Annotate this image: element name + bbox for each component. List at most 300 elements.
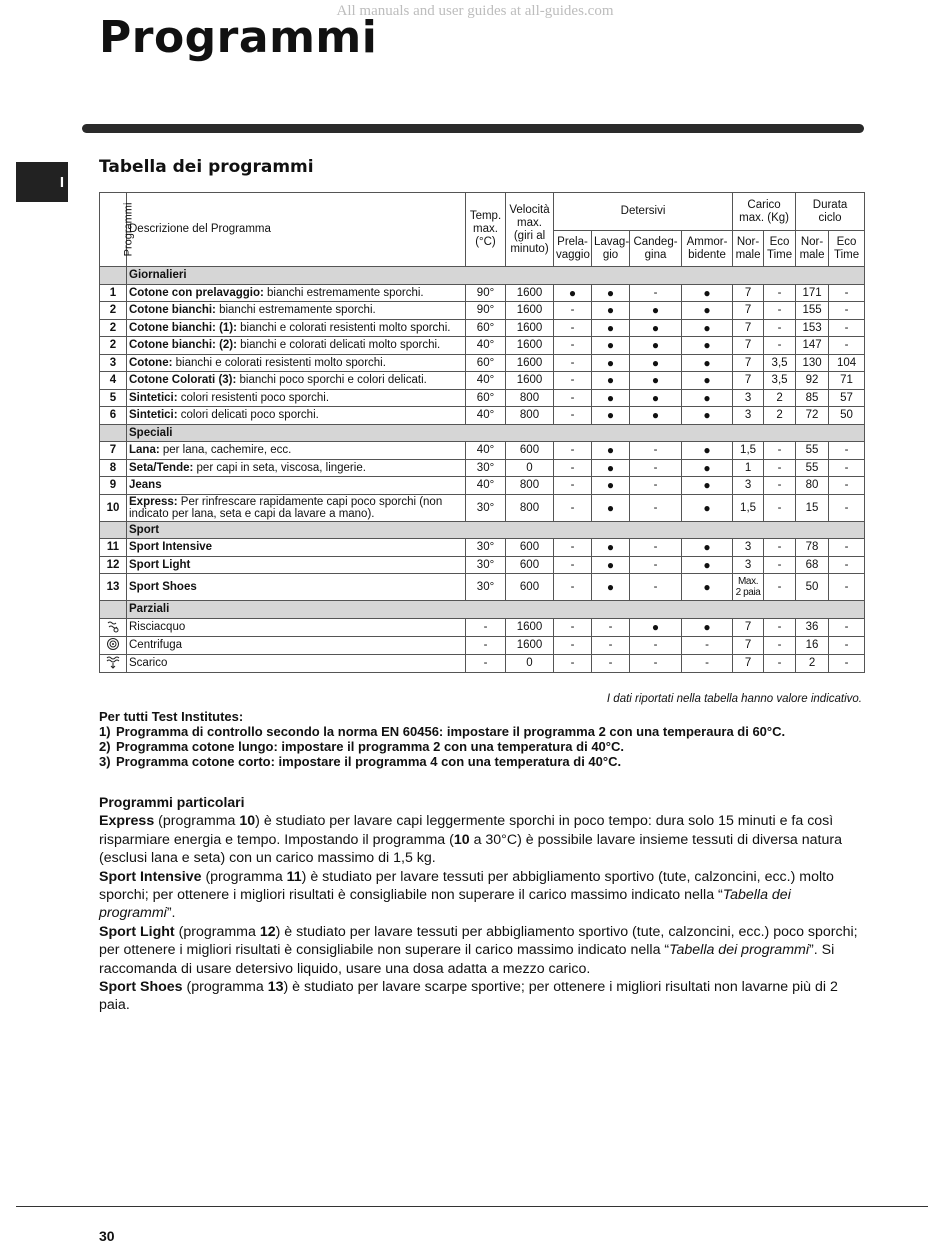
prelavaggio-cell: - xyxy=(554,407,592,425)
spin-icon xyxy=(100,636,127,654)
ammorbidente-cell: ● xyxy=(682,302,733,320)
ammorbidente-cell: ● xyxy=(682,618,733,636)
durata-normale-cell: 16 xyxy=(796,636,829,654)
ammorbidente-cell: ● xyxy=(682,389,733,407)
candeggina-cell: ● xyxy=(630,354,682,372)
carico-eco-cell: - xyxy=(764,636,796,654)
group-label: Parziali xyxy=(127,601,865,619)
test-item: 2) Programma cotone lungo: impostare il programma 2 con una temperatura di 40°C. xyxy=(99,739,624,754)
lavaggio-cell: ● xyxy=(592,539,630,557)
program-detail: per lana, cachemire, ecc. xyxy=(159,444,292,457)
table-row xyxy=(100,618,865,636)
speed-cell: 1600 xyxy=(506,354,554,372)
carico-eco-cell: - xyxy=(764,556,796,574)
speed-cell: 0 xyxy=(506,654,554,672)
durata-normale-cell: 78 xyxy=(796,539,829,557)
program-description xyxy=(127,389,466,407)
table-row xyxy=(100,494,865,521)
prelavaggio-cell: - xyxy=(554,539,592,557)
ammorbidente-cell: ● xyxy=(682,372,733,390)
special-heading: Programmi particolari xyxy=(99,794,245,810)
candeggina-cell: - xyxy=(630,459,682,477)
title-divider xyxy=(82,124,864,133)
carico-normale-cell: 1 xyxy=(733,459,764,477)
ammorbidente-cell: ● xyxy=(682,337,733,355)
table-row xyxy=(100,636,865,654)
carico-eco-cell: - xyxy=(764,302,796,320)
speed-cell: 600 xyxy=(506,556,554,574)
group-spacer xyxy=(100,601,127,619)
prelavaggio-cell: - xyxy=(554,337,592,355)
carico-eco-cell: 3,5 xyxy=(764,354,796,372)
speed-cell: 800 xyxy=(506,494,554,521)
program-number: 4 xyxy=(100,372,127,390)
header-durata-eco: Eco Time xyxy=(829,231,865,267)
program-number: 2 xyxy=(100,319,127,337)
durata-eco-cell: 57 xyxy=(829,389,865,407)
durata-eco-cell: - xyxy=(829,556,865,574)
table-row xyxy=(100,319,865,337)
carico-normale-cell: 3 xyxy=(733,477,764,495)
header-durata-normale: Nor- male xyxy=(796,231,829,267)
temp-cell: 40° xyxy=(466,337,506,355)
program-detail: Risciacquo xyxy=(129,621,186,633)
program-name: Express: xyxy=(129,495,178,508)
program-description xyxy=(127,654,466,672)
candeggina-cell: ● xyxy=(630,302,682,320)
carico-normale-cell: 3 xyxy=(733,407,764,425)
prelavaggio-cell: - xyxy=(554,354,592,372)
test-item: 1) Programma di controllo secondo la norma EN 60456: impostare il programma 2 con una temperaura di 60°C. xyxy=(99,724,786,739)
program-description xyxy=(127,556,466,574)
prelavaggio-cell: - xyxy=(554,372,592,390)
lavaggio-cell: ● xyxy=(592,354,630,372)
carico-eco-cell: - xyxy=(764,337,796,355)
carico-eco-cell: - xyxy=(764,618,796,636)
carico-normale-cell: 7 xyxy=(733,372,764,390)
temp-cell: - xyxy=(466,654,506,672)
test-institutes xyxy=(99,709,864,769)
header-programmi: Programmi xyxy=(100,193,127,267)
temp-cell: 30° xyxy=(466,574,506,601)
temp-cell: 30° xyxy=(466,459,506,477)
header-prelavaggio: Prela- vaggio xyxy=(554,231,592,267)
program-detail: colori resistenti poco sporchi. xyxy=(177,391,330,404)
durata-eco-cell: - xyxy=(829,654,865,672)
group-spacer xyxy=(100,521,127,539)
express-paragraph: Express (programma 10) è studiato per lavare capi leggermente sporchi in poco tempo: dura solo 15 minuti e fa così risparmiare energia e tempo. Impostando il programma (10 a 30°C) è possibile lavare insieme tessuti di diversa natura (esclusi lana e seta) con un carico massimo di 1,5 kg. xyxy=(99,813,842,867)
carico-eco-cell: 2 xyxy=(764,389,796,407)
light-paragraph: Sport Light (programma 12) è studiato per lavare tessuti per abbigliamento sportivo (tute, calzoncini, ecc.) poco sporchi; per ottenere i migliori risultati è consigliabile non superare il carico massimo indicato nella “Tabella dei programmi”. Si raccomanda di usare detersivo liquido, usare una dosa adatta a mezzo carico. xyxy=(99,923,858,977)
candeggina-cell: ● xyxy=(630,618,682,636)
durata-eco-cell: - xyxy=(829,337,865,355)
candeggina-cell: - xyxy=(630,574,682,601)
temp-cell: 40° xyxy=(466,407,506,425)
lavaggio-cell: ● xyxy=(592,442,630,460)
candeggina-cell: ● xyxy=(630,319,682,337)
carico-normale-cell: 7 xyxy=(733,302,764,320)
intensive-paragraph: Sport Intensive (programma 11) è studiato per lavare tessuti per abbigliamento sportivo (tute, calzoncini, ecc.) molto sporchi; per ottenere i migliori risultati è consigliabile non superare il carico massimo indicato nella “Tabella dei programmi”. xyxy=(99,868,834,922)
program-name: Seta/Tende: xyxy=(129,461,194,474)
program-description xyxy=(127,372,466,390)
header-carico: Carico max. (Kg) xyxy=(733,193,796,231)
table-row xyxy=(100,654,865,672)
lavaggio-cell: ● xyxy=(592,574,630,601)
group-row xyxy=(100,424,865,442)
group-row xyxy=(100,521,865,539)
program-number: 2 xyxy=(100,302,127,320)
program-name: Sintetici: xyxy=(129,391,178,404)
durata-normale-cell: 153 xyxy=(796,319,829,337)
temp-cell: 40° xyxy=(466,442,506,460)
header-carico-normale: Nor- male xyxy=(733,231,764,267)
program-detail: per capi in seta, viscosa, lingerie. xyxy=(193,461,366,474)
speed-cell: 1600 xyxy=(506,372,554,390)
candeggina-cell: - xyxy=(630,654,682,672)
candeggina-cell: - xyxy=(630,284,682,302)
program-description xyxy=(127,337,466,355)
prelavaggio-cell: - xyxy=(554,302,592,320)
table-row xyxy=(100,389,865,407)
prelavaggio-cell: - xyxy=(554,494,592,521)
program-number: 9 xyxy=(100,477,127,495)
program-detail: Scarico xyxy=(129,657,168,669)
speed-cell: 600 xyxy=(506,539,554,557)
footer-divider xyxy=(16,1206,928,1207)
carico-eco-cell: - xyxy=(764,319,796,337)
candeggina-cell: ● xyxy=(630,407,682,425)
candeggina-cell: - xyxy=(630,539,682,557)
candeggina-cell: - xyxy=(630,494,682,521)
durata-eco-cell: - xyxy=(829,618,865,636)
watermark: All manuals and user guides at all-guides.com xyxy=(336,3,614,19)
durata-eco-cell: - xyxy=(829,442,865,460)
speed-cell: 1600 xyxy=(506,337,554,355)
durata-normale-cell: 15 xyxy=(796,494,829,521)
rinse-icon xyxy=(100,618,127,636)
prelavaggio-cell: - xyxy=(554,389,592,407)
candeggina-cell: - xyxy=(630,477,682,495)
program-detail: bianchi e colorati delicati molto sporchi. xyxy=(236,339,441,352)
candeggina-cell: ● xyxy=(630,337,682,355)
program-number: 2 xyxy=(100,337,127,355)
program-number: 13 xyxy=(100,574,127,601)
durata-eco-cell: - xyxy=(829,636,865,654)
ammorbidente-cell: ● xyxy=(682,284,733,302)
prelavaggio-cell: - xyxy=(554,654,592,672)
drain-icon xyxy=(100,654,127,672)
durata-normale-cell: 130 xyxy=(796,354,829,372)
header-detersivi: Detersivi xyxy=(554,193,733,231)
carico-eco-cell: - xyxy=(764,539,796,557)
durata-eco-cell: 71 xyxy=(829,372,865,390)
language-tab: I xyxy=(16,162,68,202)
test-item: 3) Programma cotone corto: impostare il programma 4 con una temperatura di 40°C. xyxy=(99,754,622,769)
test-heading: Per tutti Test Institutes: xyxy=(99,709,244,724)
carico-normale-cell: 7 xyxy=(733,618,764,636)
header-durata: Durata ciclo xyxy=(796,193,865,231)
shoes-paragraph: Sport Shoes (programma 13) è studiato per lavare scarpe sportive; per ottenere i migliori risultati non lavarne più di 2 paia. xyxy=(99,979,838,1014)
carico-normale-cell: 3 xyxy=(733,539,764,557)
lavaggio-cell: ● xyxy=(592,459,630,477)
carico-eco-cell: - xyxy=(764,494,796,521)
speed-cell: 600 xyxy=(506,442,554,460)
group-spacer xyxy=(100,267,127,285)
program-number: 11 xyxy=(100,539,127,557)
program-name: Sintetici: xyxy=(129,409,178,422)
temp-cell: 90° xyxy=(466,284,506,302)
temp-cell: 60° xyxy=(466,389,506,407)
special-programs xyxy=(99,793,867,1015)
program-number: 6 xyxy=(100,407,127,425)
durata-normale-cell: 92 xyxy=(796,372,829,390)
table-row xyxy=(100,556,865,574)
lavaggio-cell: ● xyxy=(592,407,630,425)
program-description xyxy=(127,574,466,601)
program-description xyxy=(127,477,466,495)
durata-eco-cell: - xyxy=(829,477,865,495)
carico-eco-cell: 2 xyxy=(764,407,796,425)
table-note: I dati riportati nella tabella hanno valore indicativo. xyxy=(606,693,862,705)
lavaggio-cell: - xyxy=(592,618,630,636)
carico-eco-cell: - xyxy=(764,284,796,302)
page-title: Programmi xyxy=(99,12,378,63)
header-descrizione: Descrizione del Programma xyxy=(127,193,466,267)
candeggina-cell: ● xyxy=(630,389,682,407)
temp-cell: 90° xyxy=(466,302,506,320)
program-description xyxy=(127,494,466,521)
lavaggio-cell: ● xyxy=(592,494,630,521)
header-candeggina: Candeg- gina xyxy=(630,231,682,267)
group-label: Sport xyxy=(127,521,865,539)
ammorbidente-cell: ● xyxy=(682,407,733,425)
speed-cell: 800 xyxy=(506,407,554,425)
lavaggio-cell: - xyxy=(592,636,630,654)
program-name: Lana: xyxy=(129,444,160,457)
durata-eco-cell: - xyxy=(829,284,865,302)
program-description xyxy=(127,284,466,302)
program-description xyxy=(127,319,466,337)
prelavaggio-cell: ● xyxy=(554,284,592,302)
table-row xyxy=(100,539,865,557)
carico-normale-cell: 7 xyxy=(733,354,764,372)
program-name: Cotone con prelavaggio: xyxy=(129,286,264,299)
lavaggio-cell: - xyxy=(592,654,630,672)
group-label: Speciali xyxy=(127,424,865,442)
durata-eco-cell: 104 xyxy=(829,354,865,372)
temp-cell: - xyxy=(466,618,506,636)
candeggina-cell: ● xyxy=(630,372,682,390)
program-description xyxy=(127,459,466,477)
carico-normale-cell: 7 xyxy=(733,337,764,355)
durata-normale-cell: 72 xyxy=(796,407,829,425)
speed-cell: 800 xyxy=(506,389,554,407)
program-description xyxy=(127,539,466,557)
group-label: Giornalieri xyxy=(127,267,865,285)
lavaggio-cell: ● xyxy=(592,372,630,390)
header-velocita: Velocità max. (giri al minuto) xyxy=(506,193,554,267)
durata-eco-cell: - xyxy=(829,574,865,601)
program-number: 1 xyxy=(100,284,127,302)
programs-table xyxy=(99,192,865,673)
program-name: Cotone Colorati (3): xyxy=(129,374,237,387)
temp-cell: 30° xyxy=(466,539,506,557)
speed-cell: 1600 xyxy=(506,302,554,320)
carico-normale-cell: 7 xyxy=(733,636,764,654)
table-row xyxy=(100,354,865,372)
header-lavaggio: Lavag- gio xyxy=(592,231,630,267)
program-number: 3 xyxy=(100,354,127,372)
ammorbidente-cell: ● xyxy=(682,319,733,337)
durata-eco-cell: - xyxy=(829,459,865,477)
header-carico-eco: Eco Time xyxy=(764,231,796,267)
program-name: Jeans xyxy=(129,479,162,492)
ammorbidente-cell: - xyxy=(682,636,733,654)
speed-cell: 600 xyxy=(506,574,554,601)
carico-normale-cell: 1,5 xyxy=(733,494,764,521)
program-name: Sport Intensive xyxy=(129,541,213,554)
program-description xyxy=(127,354,466,372)
program-detail: Per rinfrescare rapidamente capi poco sporchi (non indicato per lana, seta e capi da lavare a mano). xyxy=(129,495,443,520)
table-row xyxy=(100,477,865,495)
group-row xyxy=(100,267,865,285)
durata-normale-cell: 68 xyxy=(796,556,829,574)
carico-normale-cell: 3 xyxy=(733,556,764,574)
prelavaggio-cell: - xyxy=(554,477,592,495)
durata-normale-cell: 155 xyxy=(796,302,829,320)
durata-normale-cell: 85 xyxy=(796,389,829,407)
program-detail: bianchi e colorati resistenti molto sporchi. xyxy=(172,356,386,369)
durata-eco-cell: - xyxy=(829,319,865,337)
candeggina-cell: - xyxy=(630,636,682,654)
durata-normale-cell: 171 xyxy=(796,284,829,302)
prelavaggio-cell: - xyxy=(554,636,592,654)
prelavaggio-cell: - xyxy=(554,459,592,477)
ammorbidente-cell: ● xyxy=(682,477,733,495)
durata-normale-cell: 147 xyxy=(796,337,829,355)
prelavaggio-cell: - xyxy=(554,618,592,636)
carico-normale-cell: 3 xyxy=(733,389,764,407)
carico-normale-cell: 7 xyxy=(733,654,764,672)
page-number: 30 xyxy=(99,1228,115,1244)
lavaggio-cell: ● xyxy=(592,556,630,574)
table-row xyxy=(100,372,865,390)
carico-eco-cell: - xyxy=(764,574,796,601)
carico-eco-cell: - xyxy=(764,477,796,495)
prelavaggio-cell: - xyxy=(554,442,592,460)
table-row xyxy=(100,459,865,477)
program-detail: bianchi estremamente sporchi. xyxy=(215,304,376,317)
candeggina-cell: - xyxy=(630,442,682,460)
header-ammorbidente: Ammor- bidente xyxy=(682,231,733,267)
prelavaggio-cell: - xyxy=(554,574,592,601)
speed-cell: 1600 xyxy=(506,284,554,302)
program-number: 8 xyxy=(100,459,127,477)
table-row xyxy=(100,442,865,460)
carico-normale-cell: Max. 2 paia xyxy=(733,574,764,601)
programs-table-body xyxy=(100,267,865,673)
durata-eco-cell: - xyxy=(829,539,865,557)
program-detail: colori delicati poco sporchi. xyxy=(177,409,319,422)
program-description xyxy=(127,636,466,654)
durata-eco-cell: - xyxy=(829,302,865,320)
durata-normale-cell: 80 xyxy=(796,477,829,495)
speed-cell: 0 xyxy=(506,459,554,477)
group-spacer xyxy=(100,424,127,442)
program-number: 7 xyxy=(100,442,127,460)
ammorbidente-cell: ● xyxy=(682,539,733,557)
prelavaggio-cell: - xyxy=(554,556,592,574)
lavaggio-cell: ● xyxy=(592,337,630,355)
durata-normale-cell: 36 xyxy=(796,618,829,636)
temp-cell: 30° xyxy=(466,494,506,521)
table-row xyxy=(100,407,865,425)
temp-cell: 60° xyxy=(466,354,506,372)
lavaggio-cell: ● xyxy=(592,477,630,495)
carico-normale-cell: 7 xyxy=(733,319,764,337)
program-description xyxy=(127,618,466,636)
ammorbidente-cell: ● xyxy=(682,556,733,574)
ammorbidente-cell: ● xyxy=(682,494,733,521)
program-detail: bianchi e colorati resistenti molto sporchi. xyxy=(236,321,451,334)
program-name: Sport Shoes xyxy=(129,581,197,593)
program-name: Cotone: xyxy=(129,356,173,369)
durata-normale-cell: 55 xyxy=(796,442,829,460)
prelavaggio-cell: - xyxy=(554,319,592,337)
durata-normale-cell: 50 xyxy=(796,574,829,601)
carico-eco-cell: - xyxy=(764,459,796,477)
program-description xyxy=(127,442,466,460)
program-number: 10 xyxy=(100,494,127,521)
ammorbidente-cell: ● xyxy=(682,574,733,601)
group-row xyxy=(100,601,865,619)
program-detail: bianchi estremamente sporchi. xyxy=(263,286,424,299)
ammorbidente-cell: - xyxy=(682,654,733,672)
program-name: Cotone bianchi: (2): xyxy=(129,339,237,352)
speed-cell: 1600 xyxy=(506,319,554,337)
temp-cell: - xyxy=(466,636,506,654)
ammorbidente-cell: ● xyxy=(682,354,733,372)
temp-cell: 30° xyxy=(466,556,506,574)
program-detail: Centrifuga xyxy=(129,639,183,651)
carico-eco-cell: 3,5 xyxy=(764,372,796,390)
table-row xyxy=(100,574,865,601)
program-name: Cotone bianchi: xyxy=(129,304,216,317)
lavaggio-cell: ● xyxy=(592,319,630,337)
lavaggio-cell: ● xyxy=(592,389,630,407)
program-number: 12 xyxy=(100,556,127,574)
candeggina-cell: - xyxy=(630,556,682,574)
carico-eco-cell: - xyxy=(764,654,796,672)
table-row xyxy=(100,284,865,302)
program-description xyxy=(127,407,466,425)
program-name: Cotone bianchi: (1): xyxy=(129,321,237,334)
durata-eco-cell: 50 xyxy=(829,407,865,425)
speed-cell: 800 xyxy=(506,477,554,495)
section-title: Tabella dei programmi xyxy=(99,157,314,177)
table-row xyxy=(100,337,865,355)
ammorbidente-cell: ● xyxy=(682,442,733,460)
ammorbidente-cell: ● xyxy=(682,459,733,477)
program-name: Sport Light xyxy=(129,558,191,571)
temp-cell: 40° xyxy=(466,477,506,495)
durata-eco-cell: - xyxy=(829,494,865,521)
carico-normale-cell: 7 xyxy=(733,284,764,302)
table-row xyxy=(100,302,865,320)
header-temp: Temp. max. (°C) xyxy=(466,193,506,267)
carico-eco-cell: - xyxy=(764,442,796,460)
carico-normale-cell: 1,5 xyxy=(733,442,764,460)
